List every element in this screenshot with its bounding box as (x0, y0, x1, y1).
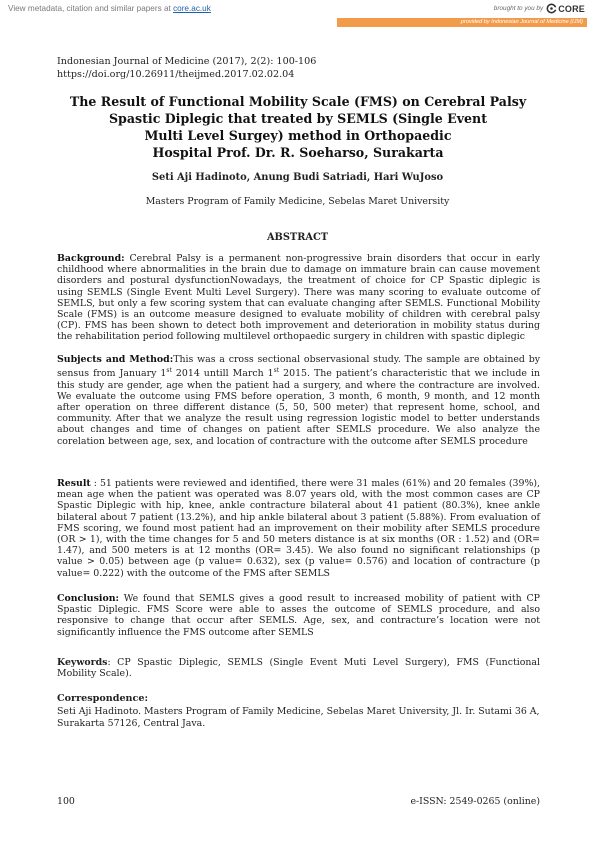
subjects-label: Subjects and Method: (57, 354, 174, 365)
brought-by-text: brought to you by (493, 5, 544, 12)
correspondence-heading: Correspondence: (57, 693, 149, 704)
core-logo-icon (546, 3, 557, 14)
core-metadata-line (8, 4, 211, 13)
affiliation: Masters Program of Family Medicine, Sebelas Maret University (145, 196, 450, 207)
keywords-text: : CP Spastic Diplegic, SEMLS (Single Event Muti Level Surgery), FMS (Functional Mobility Scale). (57, 657, 540, 680)
title-line: Spastic Diplegic that treated by SEMLS (Single Event (108, 111, 488, 126)
core-metadata-text: View metadata, citation and similar papers at (8, 4, 171, 13)
core-logo-text: CORE (558, 3, 585, 14)
result-label: Result (57, 478, 91, 489)
abstract-subjects (57, 354, 540, 447)
background-text: Cerebral Palsy is a permanent non-progressive brain disorders that occur in early childhood where abnormalities in the brain due to damage on immature brain can cause movement disorders and postural dysfunctionNowadays, the treatment of choice for CP Spastic diplegic is using SEMLS (Single Event Multi Level Surgery). There was many scoring to evaluate outcome of SEMLS, but only a few scoring system that can evaluate changing after SEMLS. Functional Mobility Scale (FMS) is an outcome measure designed to evaluate mobility of children with cerebral palsy (CP). FMS has been shown to detect both improvement and deterioration in mobility status during the rehabilitation period following multilevel orthopaedic surgery in children with spastic diplegic (57, 253, 540, 343)
title-line: Multi Level Surgey) method in Orthopaedic (144, 128, 452, 143)
core-banner (0, 0, 595, 29)
doi-link[interactable]: https://doi.org/10.26911/theijmed.2017.02.02.04 (57, 69, 295, 80)
title-line: Hospital Prof. Dr. R. Soeharso, Surakarta (152, 145, 444, 160)
abstract-heading: ABSTRACT (266, 232, 329, 243)
correspondence-text: Seti Aji Hadinoto. Masters Program of Family Medicine, Sebelas Maret University, Jl. Ir. Sutami 36 A, Surakarta 57126, Central Java. (57, 706, 540, 729)
core-logo (546, 3, 585, 14)
abstract-conclusion (57, 593, 540, 638)
conclusion-text: We found that SEMLS gives a good result to increased mobility of patient with CP Spastic Diplegic. FMS Score were able to asses the outcome of SEMLS procedure, and also responsive to change that occur after SEMLS. Age, sex, and contracture’s location were not significantly influence the FMS outcome after SEMLS (57, 593, 540, 638)
provided-by-bar[interactable]: provided by Indonesian Journal of Medicine (IJM) (337, 18, 587, 27)
keywords (57, 657, 540, 679)
subjects-text: 2015. The patient’s characteristic that we include in this study are gender, age when the patient had a surgery, and where the contracture are involved. We evaluate the outcome using FMS before operation, 3 month, 6 month, 9 month, and 12 month after operation on three different distance (5, 50, 500 meter) that represent home, school, and community. After that we analyze the result using regression logistic model to better understands about changes and time of changes on patient after SEMLS procedure. We also analyze the corelation between age, sex, and location of contracture with the outcome after SEMLS procedure (57, 368, 540, 447)
title-line: The Result of Functional Mobility Scale (FMS) on Cerebral Palsy (69, 94, 527, 109)
background-label: Background: (57, 253, 125, 264)
conclusion-label: Conclusion: (57, 593, 119, 604)
core-brought-by[interactable] (494, 3, 585, 14)
page-number: 100 (57, 796, 75, 807)
issn: e-ISSN: 2549-0265 (online) (410, 796, 540, 807)
core-link[interactable]: core.ac.uk (173, 4, 211, 13)
superscript: st (273, 367, 280, 375)
journal-citation: Indonesian Journal of Medicine (2017), 2(2): 100-106 (57, 56, 317, 67)
authors: Seti Aji Hadinoto, Anung Budi Satriadi, Hari WuJoso (151, 172, 444, 183)
subjects-text: 2014 untill March 1 (171, 368, 274, 380)
superscript: st (166, 367, 172, 375)
result-text: : 51 patients were reviewed and identified, there were 31 males (61%) and 20 females (39%), mean age when the patient was operated was 8.07 years old, with the most common cases are CP Spastic Diplegic with hip, knee, ankle contracture bilateral about 41 patient (80.3%), knee ankle bilateral about 7 patient (13.2%), and hip ankle bilateral about 3 patient (5.88%). From evaluation of FMS scoring, we found most patient had an improvement on their mobility after SEMLS procedure (OR > 1), with the time changes for 5 and 50 meters distance is at six months (OR : 1.52) and (OR= 1.47), and 500 meters is at 12 months (OR= 3.45). We also found no significant relationships (p value > 0.05) between age (p value= 0.632), sex (p value= 0.576) and location of contracture (p value= 0.222) with the outcome of the FMS after SEMLS (57, 478, 540, 579)
abstract-result (57, 478, 540, 579)
keywords-label: Keywords (57, 657, 108, 668)
paper-title (44, 93, 552, 161)
subjects-text: This was a cross sectional observasional study. The sample are obtained by sensus from January 1 (57, 354, 540, 380)
abstract-background (57, 253, 540, 343)
